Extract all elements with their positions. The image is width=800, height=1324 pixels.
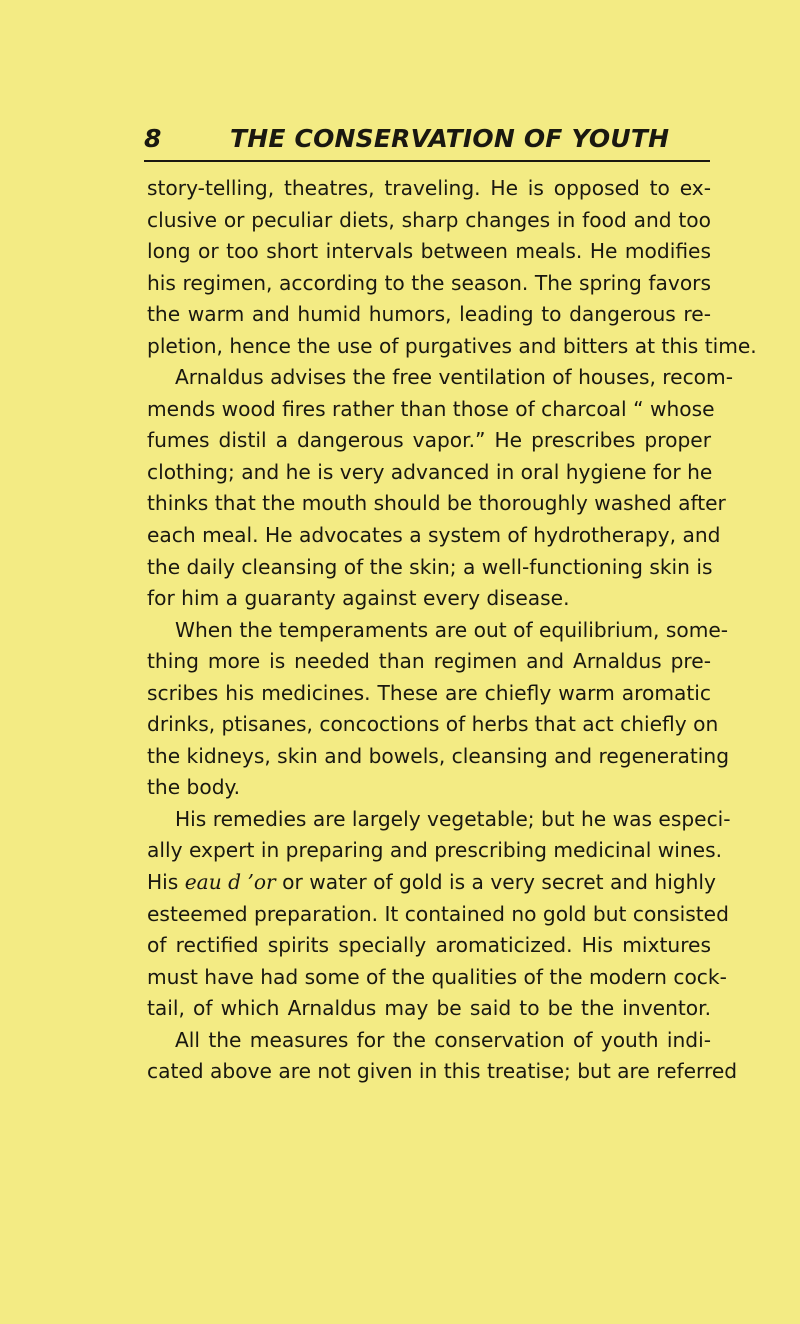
text-line: must have had some of the qualities of the modern cock- bbox=[147, 964, 727, 989]
text-line: the body. bbox=[147, 775, 241, 800]
text-line: story-telling, theatres, traveling. He is opposed to ex- bbox=[147, 176, 711, 200]
text-line: When the temperaments are out of equilibrium, some- bbox=[175, 617, 729, 642]
text-line: drinks, ptisanes, concoctions of herbs that act chiefly on bbox=[147, 712, 719, 737]
text-line: thinks that the mouth should be thoroughly washed after bbox=[147, 491, 726, 516]
text-line: His remedies are largely vegetable; but he was especi- bbox=[175, 806, 731, 831]
text-line: esteemed preparation. It contained no gold but consisted bbox=[147, 901, 729, 926]
text-line: the warm and humid humors, leading to dangerous re- bbox=[147, 302, 711, 327]
text-line-with-italic bbox=[147, 867, 716, 899]
page-number: 8 bbox=[144, 124, 162, 153]
running-head bbox=[144, 118, 710, 162]
text-line: the kidneys, skin and bowels, cleansing and regenerating bbox=[147, 743, 730, 768]
text-line: long or too short intervals between meals. He modifies bbox=[147, 239, 711, 264]
text-line: of rectified spirits specially aromaticized. His mixtures bbox=[147, 933, 711, 958]
text-line: each meal. He advocates a system of hydrotherapy, and bbox=[147, 523, 721, 548]
text-line: tail, of which Arnaldus may be said to be the inventor. bbox=[147, 996, 711, 1021]
text-line: cated above are not given in this treatise; but are referred bbox=[147, 1059, 738, 1084]
text-line: for him a guaranty against every disease. bbox=[147, 586, 570, 611]
running-title: THE CONSERVATION OF YOUTH bbox=[230, 124, 670, 153]
text-line: All the measures for the conservation of youth indi- bbox=[175, 1027, 711, 1052]
text-line: mends wood fires rather than those of charcoal “ whose bbox=[147, 396, 715, 421]
text-run: or water of gold is a very secret and highly bbox=[275, 870, 716, 895]
text-run: His bbox=[147, 870, 185, 895]
text-line: the daily cleansing of the skin; a well-functioning skin is bbox=[147, 554, 713, 579]
text-line: ally expert in preparing and prescribing medicinal wines. bbox=[147, 838, 722, 863]
text-line: clothing; and he is very advanced in oral hygiene for he bbox=[147, 459, 713, 484]
italic-phrase: eau d ’or bbox=[184, 870, 276, 895]
text-line: scribes his medicines. These are chiefly warm aromatic bbox=[147, 680, 711, 705]
text-line: thing more is needed than regimen and Arnaldus pre- bbox=[147, 649, 711, 674]
text-line: clusive or peculiar diets, sharp changes in food and too bbox=[147, 207, 711, 232]
text-line: his regimen, according to the season. The spring favors bbox=[147, 270, 711, 295]
text-line: pletion, hence the use of purgatives and bitters at this time. bbox=[147, 333, 757, 358]
text-line: Arnaldus advises the free ventilation of houses, recom- bbox=[175, 365, 733, 390]
text-line: fumes distil a dangerous vapor.” He prescribes proper bbox=[147, 428, 711, 453]
body-text bbox=[147, 173, 757, 1088]
